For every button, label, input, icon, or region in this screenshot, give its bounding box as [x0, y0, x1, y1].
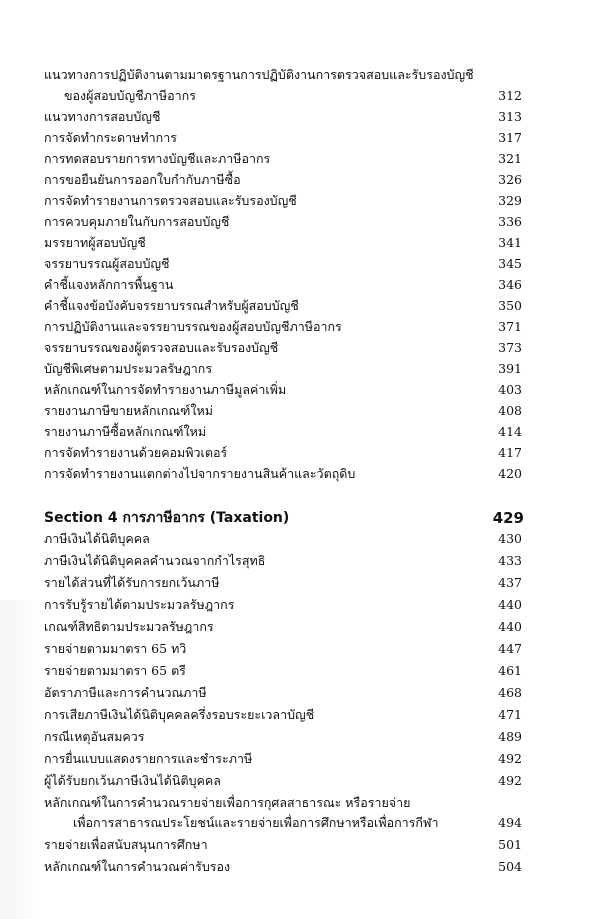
toc-entry — [0, 528, 600, 550]
entry-page: 437 — [498, 575, 522, 590]
entry-title: แนวทางการปฏิบัติงานตามมาตรฐานการปฏิบัติงานการตรวจสอบและรับรองบัญชี — [44, 67, 474, 82]
entry-title: คำชี้แจงหลักการพื้นฐาน — [44, 277, 174, 292]
toc-entry — [0, 748, 600, 770]
entry-page: 373 — [498, 340, 522, 355]
toc-entry — [0, 594, 600, 616]
toc-entry — [0, 358, 600, 380]
entry-page: 329 — [498, 193, 522, 208]
entry-title: การรับรู้รายได้ตามประมวลรัษฎากร — [44, 597, 235, 612]
entry-title: หลักเกณฑ์ในการคำนวณค่ารับรอง — [44, 859, 231, 874]
entry-title: บัญชีพิเศษตามประมวลรัษฎากร — [44, 361, 213, 376]
toc-entry — [0, 704, 600, 726]
entry-title: การจัดทำรายงานแตกต่างไปจากรายงานสินค้าและวัตถุดิบ — [44, 466, 356, 481]
toc-entry — [0, 400, 600, 422]
toc-entry — [0, 442, 600, 464]
entry-title: การควบคุมภายในกับการสอบบัญชี — [44, 214, 230, 229]
entry-page: 408 — [498, 403, 522, 418]
toc-entry — [0, 682, 600, 704]
section-page: 429 — [492, 509, 524, 527]
entry-page: 403 — [498, 382, 522, 397]
section-title: Section 4 การภาษีอากร (Taxation) — [44, 510, 290, 526]
toc-entry — [0, 792, 600, 814]
entry-page: 461 — [498, 663, 522, 678]
toc-entry — [0, 85, 600, 107]
entry-page: 494 — [498, 815, 522, 830]
entry-title: รายจ่ายตามมาตรา 65 ทวิ — [44, 641, 187, 656]
toc-entry — [0, 638, 600, 660]
entry-page: 492 — [498, 773, 522, 788]
entry-title: ภาษีเงินได้นิติบุคคลคำนวณจากกำไรสุทธิ — [44, 553, 266, 568]
entry-page: 492 — [498, 751, 522, 766]
entry-page: 420 — [498, 466, 522, 481]
entry-title: การขอยืนยันการออกใบกำกับภาษีซื้อ — [44, 172, 241, 187]
entry-page: 313 — [498, 109, 522, 124]
toc-entry — [0, 421, 600, 443]
entry-page: 371 — [498, 319, 522, 334]
entry-title: หลักเกณฑ์ในการคำนวณรายจ่ายเพื่อการกุศลสาธารณะ หรือรายจ่าย — [44, 795, 411, 810]
toc-entry — [0, 253, 600, 275]
entry-title: หลักเกณฑ์ในการจัดทำรายงานภาษีมูลค่าเพิ่ม — [44, 382, 287, 397]
entry-title: การจัดทำกระดาษทำการ — [44, 130, 177, 145]
toc-entry — [0, 316, 600, 338]
entry-page: 440 — [498, 597, 522, 612]
entry-title: อัตราภาษีและการคำนวณภาษี — [44, 685, 207, 700]
toc-entry — [0, 232, 600, 254]
toc-entry — [0, 834, 600, 856]
entry-page: 321 — [498, 151, 522, 166]
entry-page: 345 — [498, 256, 522, 271]
entry-page: 346 — [498, 277, 522, 292]
entry-title: การเสียภาษีเงินได้นิติบุคคลครึ่งรอบระยะเวลาบัญชี — [44, 707, 315, 722]
entry-title: จรรยาบรรณของผู้ตรวจสอบและรับรองบัญชี — [44, 340, 279, 355]
entry-title: รายจ่ายตามมาตรา 65 ตรี — [44, 663, 186, 678]
entry-title: เพื่อการสาธารณประโยชน์และรายจ่ายเพื่อการศึกษาหรือเพื่อการกีฬา — [73, 815, 439, 830]
entry-title: การยื่นแบบแสดงรายการและชำระภาษี — [44, 751, 253, 766]
toc-entry — [0, 463, 600, 485]
entry-title: เกณฑ์สิทธิตามประมวลรัษฎากร — [44, 619, 214, 634]
entry-page: 391 — [498, 361, 522, 376]
entry-title: กรณีเหตุอันสมควร — [44, 729, 145, 744]
entry-title: การจัดทำรายงานด้วยคอมพิวเตอร์ — [44, 445, 228, 460]
toc-entry — [0, 127, 600, 149]
toc-entry — [0, 812, 600, 834]
toc-entry — [0, 274, 600, 296]
entry-title: ของผู้สอบบัญชีภาษีอากร — [64, 88, 196, 103]
entry-page: 468 — [498, 685, 522, 700]
entry-title: คำชี้แจงข้อบังคับจรรยาบรรณสำหรับผู้สอบบัญชี — [44, 298, 299, 313]
toc-entry — [0, 660, 600, 682]
entry-page: 489 — [498, 729, 522, 744]
entry-title: แนวทางการสอบบัญชี — [44, 109, 161, 124]
entry-title: จรรยาบรรณผู้สอบบัญชี — [44, 256, 170, 271]
toc-entry — [0, 106, 600, 128]
entry-page: 326 — [498, 172, 522, 187]
toc-entry — [0, 726, 600, 748]
entry-title: การจัดทำรายงานการตรวจสอบและรับรองบัญชี — [44, 193, 297, 208]
entry-title: ภาษีเงินได้นิติบุคคล — [44, 531, 150, 546]
section-heading — [0, 506, 600, 530]
toc-entry — [0, 379, 600, 401]
toc-entry — [0, 211, 600, 233]
entry-title: การปฏิบัติงานและจรรยาบรรณของผู้สอบบัญชีภาษีอากร — [44, 319, 342, 334]
toc-entry — [0, 64, 600, 86]
entry-page: 336 — [498, 214, 522, 229]
entry-title: รายจ่ายเพื่อสนับสนุนการศึกษา — [44, 837, 208, 852]
entry-page: 350 — [498, 298, 522, 313]
entry-page: 501 — [498, 837, 522, 852]
entry-page: 317 — [498, 130, 522, 145]
toc-entry — [0, 572, 600, 594]
entry-page: 440 — [498, 619, 522, 634]
entry-page: 447 — [498, 641, 522, 656]
entry-title: การทดสอบรายการทางบัญชีและภาษีอากร — [44, 151, 271, 166]
entry-page: 312 — [498, 88, 522, 103]
entry-title: ผู้ได้รับยกเว้นภาษีเงินได้นิติบุคคล — [44, 773, 221, 788]
entry-title: มรรยาทผู้สอบบัญชี — [44, 235, 146, 250]
toc-entry — [0, 169, 600, 191]
toc-entry — [0, 337, 600, 359]
entry-title: รายงานภาษีขายหลักเกณฑ์ใหม่ — [44, 403, 213, 418]
entry-page: 341 — [498, 235, 522, 250]
toc-entry — [0, 190, 600, 212]
entry-page: 433 — [498, 553, 522, 568]
entry-title: รายได้ส่วนที่ได้รับการยกเว้นภาษี — [44, 575, 220, 590]
toc-entry — [0, 295, 600, 317]
entry-page: 471 — [498, 707, 522, 722]
toc-entry — [0, 148, 600, 170]
toc-entry — [0, 616, 600, 638]
entry-page: 504 — [498, 859, 522, 874]
entry-title: รายงานภาษีซื้อหลักเกณฑ์ใหม่ — [44, 424, 207, 439]
toc-entry — [0, 856, 600, 878]
entry-page: 417 — [498, 445, 522, 460]
entry-page: 430 — [498, 531, 522, 546]
toc-entry — [0, 770, 600, 792]
toc-entry — [0, 550, 600, 572]
entry-page: 414 — [498, 424, 522, 439]
